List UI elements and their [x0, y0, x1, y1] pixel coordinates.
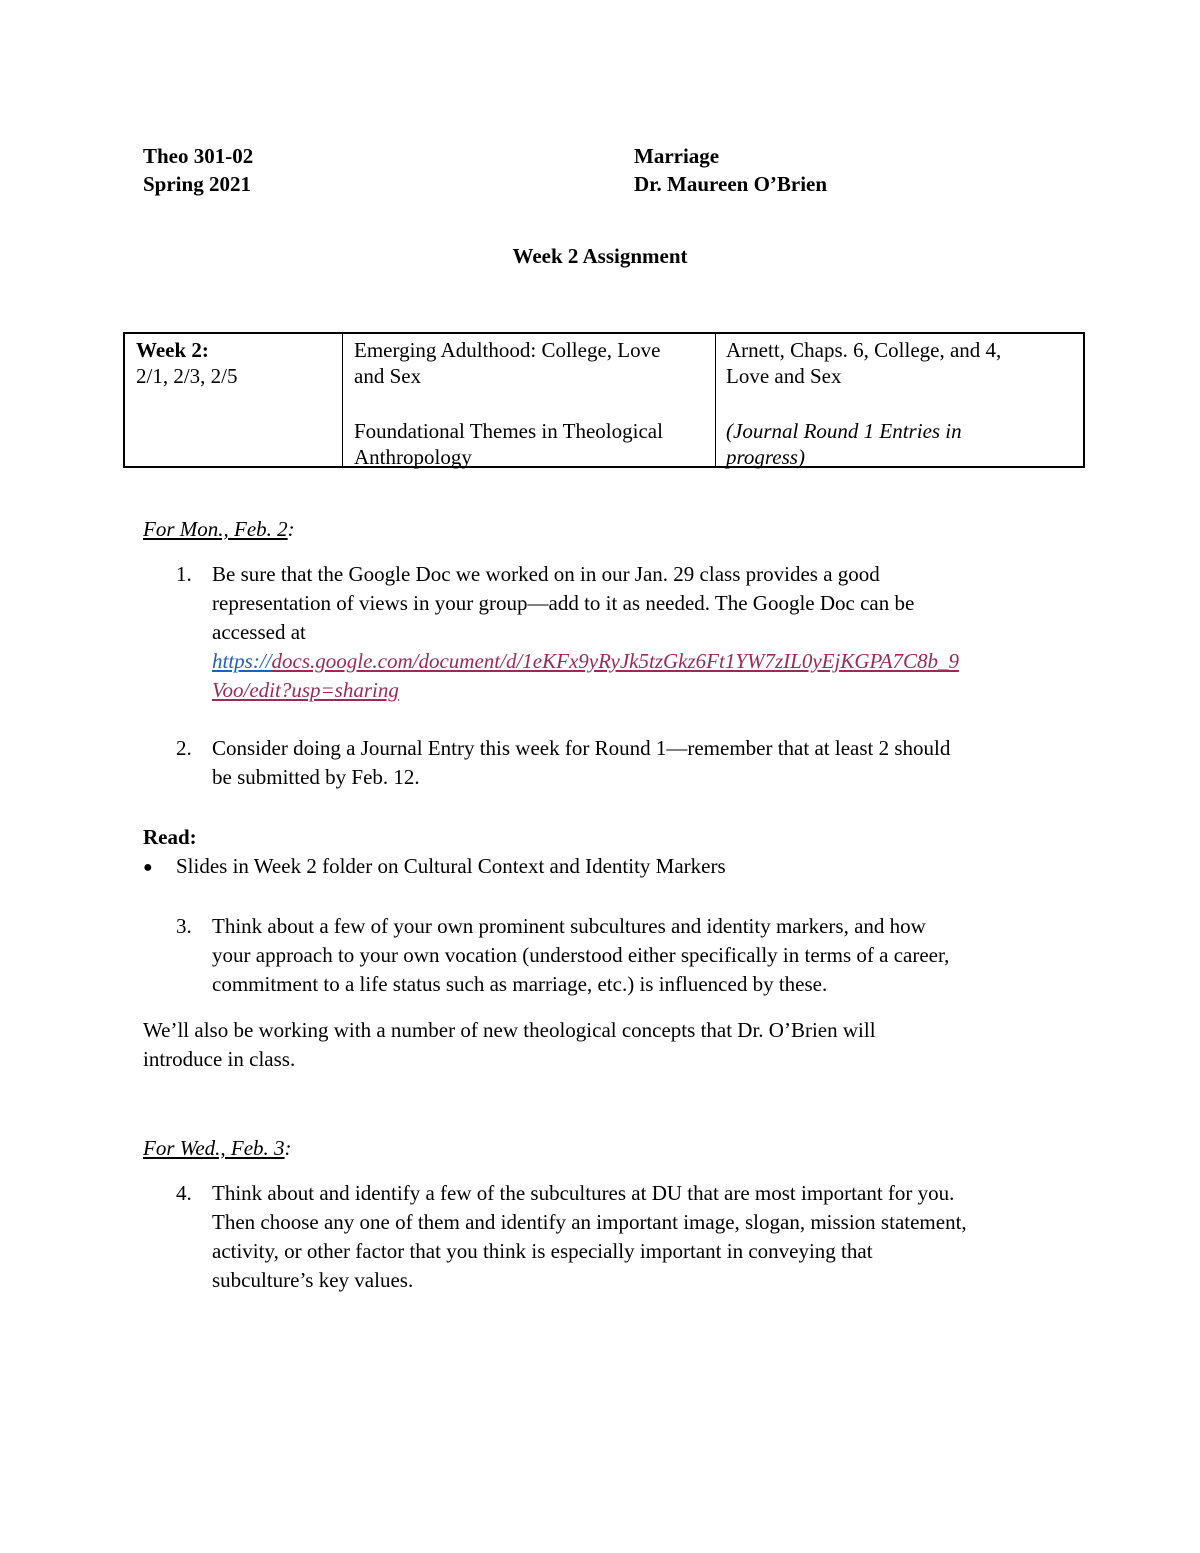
item-3-number: 3.: [176, 914, 192, 938]
reading-line-2: Love and Sex: [726, 364, 842, 388]
google-doc-link-continued[interactable]: [212, 676, 399, 705]
instructor: Dr. Maureen O’Brien: [634, 172, 828, 196]
google-doc-link-prefix[interactable]: https://: [212, 649, 272, 673]
item-4-line-2: Then choose any one of them and identify an important image, slogan, mission statement,: [212, 1210, 967, 1234]
item-3-line-1: Think about a few of your own prominent subcultures and identity markers, and how: [212, 914, 926, 938]
week-label: Week 2:: [136, 338, 209, 362]
wednesday-heading-text: For Wed., Feb. 3: [143, 1136, 285, 1160]
google-doc-link-line-2[interactable]: Voo/edit?usp=sharing: [212, 678, 399, 702]
item-2-line-1: Consider doing a Journal Entry this week for Round 1—remember that at least 2 should: [212, 736, 951, 760]
course-title: Marriage: [634, 144, 720, 168]
item-4-line-1: Think about and identify a few of the subcultures at DU that are most important for you.: [212, 1181, 955, 1205]
item-4-line-3: activity, or other factor that you think is especially important in conveying that: [212, 1239, 873, 1263]
week-cell: [125, 334, 343, 466]
item-3-line-2: your approach to your own vocation (understood either specifically in terms of a career,: [212, 943, 950, 967]
topic2-line-2: Anthropology: [354, 445, 472, 469]
wednesday-heading: [143, 1134, 292, 1163]
item-4-line-4: subculture’s key values.: [212, 1268, 414, 1292]
week-dates: 2/1, 2/3, 2/5: [136, 364, 238, 388]
item-1-line-2: representation of views in your group—add to it as needed. The Google Doc can be: [212, 591, 915, 615]
note-line-1: We’ll also be working with a number of new theological concepts that Dr. O’Brien will: [143, 1018, 876, 1042]
read-bullet-1: Slides in Week 2 folder on Cultural Context and Identity Markers: [176, 854, 726, 878]
item-1-line-1: Be sure that the Google Doc we worked on in our Jan. 29 class provides a good: [212, 562, 880, 586]
journal-line-1: (Journal Round 1 Entries in: [726, 419, 962, 443]
item-2-number: 2.: [176, 736, 192, 760]
monday-heading: [143, 515, 295, 544]
topic2-line-1: Foundational Themes in Theological: [354, 419, 663, 443]
note-line-2: introduce in class.: [143, 1047, 296, 1071]
schedule-table: [123, 332, 1085, 468]
item-1-number: 1.: [176, 562, 192, 586]
item-3-line-3: commitment to a life status such as marriage, etc.) is influenced by these.: [212, 972, 828, 996]
monday-heading-text: For Mon., Feb. 2: [143, 517, 288, 541]
item-2-line-2: be submitted by Feb. 12.: [212, 765, 420, 789]
google-doc-link[interactable]: [212, 647, 959, 676]
reading-line-1: Arnett, Chaps. 6, College, and 4,: [726, 338, 1002, 362]
wednesday-heading-colon: :: [284, 1136, 292, 1160]
journal-line-2: progress): [726, 445, 805, 469]
google-doc-link-line-1[interactable]: docs.google.com/document/d/1eKFx9yRyJk5tzGkz6Ft1YW7zIL0yEjKGPA7C8b_9: [271, 649, 959, 673]
topic-line-2: and Sex: [354, 364, 422, 388]
course-code: Theo 301-02: [143, 144, 254, 168]
term: Spring 2021: [143, 172, 251, 196]
item-4-number: 4.: [176, 1181, 192, 1205]
item-1-line-3: accessed at: [212, 620, 306, 644]
page-title: Week 2 Assignment: [512, 244, 688, 268]
read-heading: Read:: [143, 825, 197, 849]
monday-heading-colon: :: [287, 517, 295, 541]
bullet-icon: ●: [143, 859, 153, 876]
topic-line-1: Emerging Adulthood: College, Love: [354, 338, 661, 362]
reading-cell: [716, 334, 1083, 469]
topic-cell: [343, 334, 716, 469]
